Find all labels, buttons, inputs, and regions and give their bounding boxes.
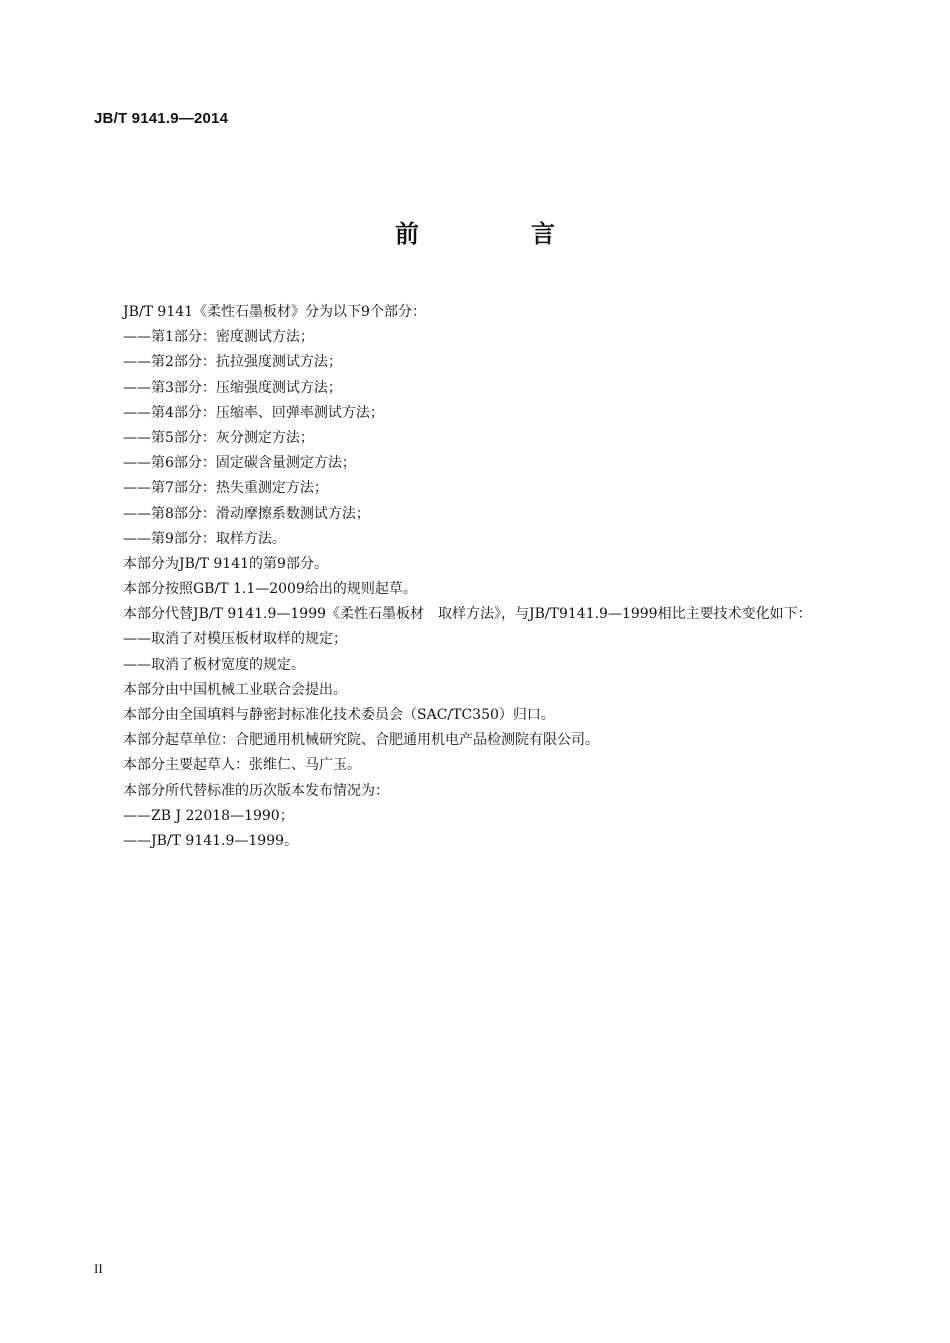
this-part-paragraph: 本部分为JB/T 9141的第9部分。 [123,555,328,572]
list-item: ——第1部分：密度测试方法； [123,329,314,346]
list-item: ——第7部分：热失重测定方法； [123,480,328,497]
history-intro-paragraph: 本部分所代替标准的历次版本发布情况为： [123,782,389,799]
list-item: ——第4部分：压缩率、回弹率测试方法； [123,404,384,421]
proposed-by-paragraph: 本部分由中国机械工业联合会提出。 [123,681,347,698]
list-item: ——取消了对模压板材取样的规定； [123,631,347,648]
list-item: ——第9部分：取样方法。 [123,530,286,547]
intro-paragraph: JB/T 9141《柔性石墨板材》分为以下9个部分： [123,304,426,320]
page-title: 前 言 [395,220,599,248]
list-item: ——ZB J 22018—1990； [123,807,294,824]
list-item: ——第6部分：固定碳含量测定方法； [123,455,356,472]
drafting-units-paragraph: 本部分起草单位：合肥通用机械研究院、合肥通用机电产品检测院有限公司。 [123,732,599,749]
list-item: ——第8部分：滑动摩擦系数测试方法； [123,505,370,522]
list-item: ——JB/T 9141.9—1999。 [123,832,299,849]
centralized-by-paragraph: 本部分由全国填料与静密封标准化技术委员会（SAC/TC350）归口。 [123,707,555,724]
list-item: ——第5部分：灰分测定方法； [123,429,314,446]
list-item: ——第2部分：抗拉强度测试方法； [123,354,342,371]
list-item: ——第3部分：压缩强度测试方法； [123,379,342,396]
history-list [94,804,854,854]
changes-list [94,627,854,677]
replaces-paragraph: 本部分代替JB/T 9141.9—1999《柔性石墨板材 取样方法》，与JB/T9141.9—1999相比主要技术变化如下： [123,606,812,623]
drafting-rule-paragraph: 本部分按照GB/T 1.1—2009给出的规则起草。 [123,581,417,598]
standard-code: JB/T 9141.9—2014 [94,110,229,127]
page-number: II [94,1261,103,1276]
parts-list [94,325,854,552]
foreword-body [94,300,854,854]
list-item: ——取消了板材宽度的规定。 [123,656,305,673]
drafters-paragraph: 本部分主要起草人：张维仁、马广玉。 [123,757,361,774]
